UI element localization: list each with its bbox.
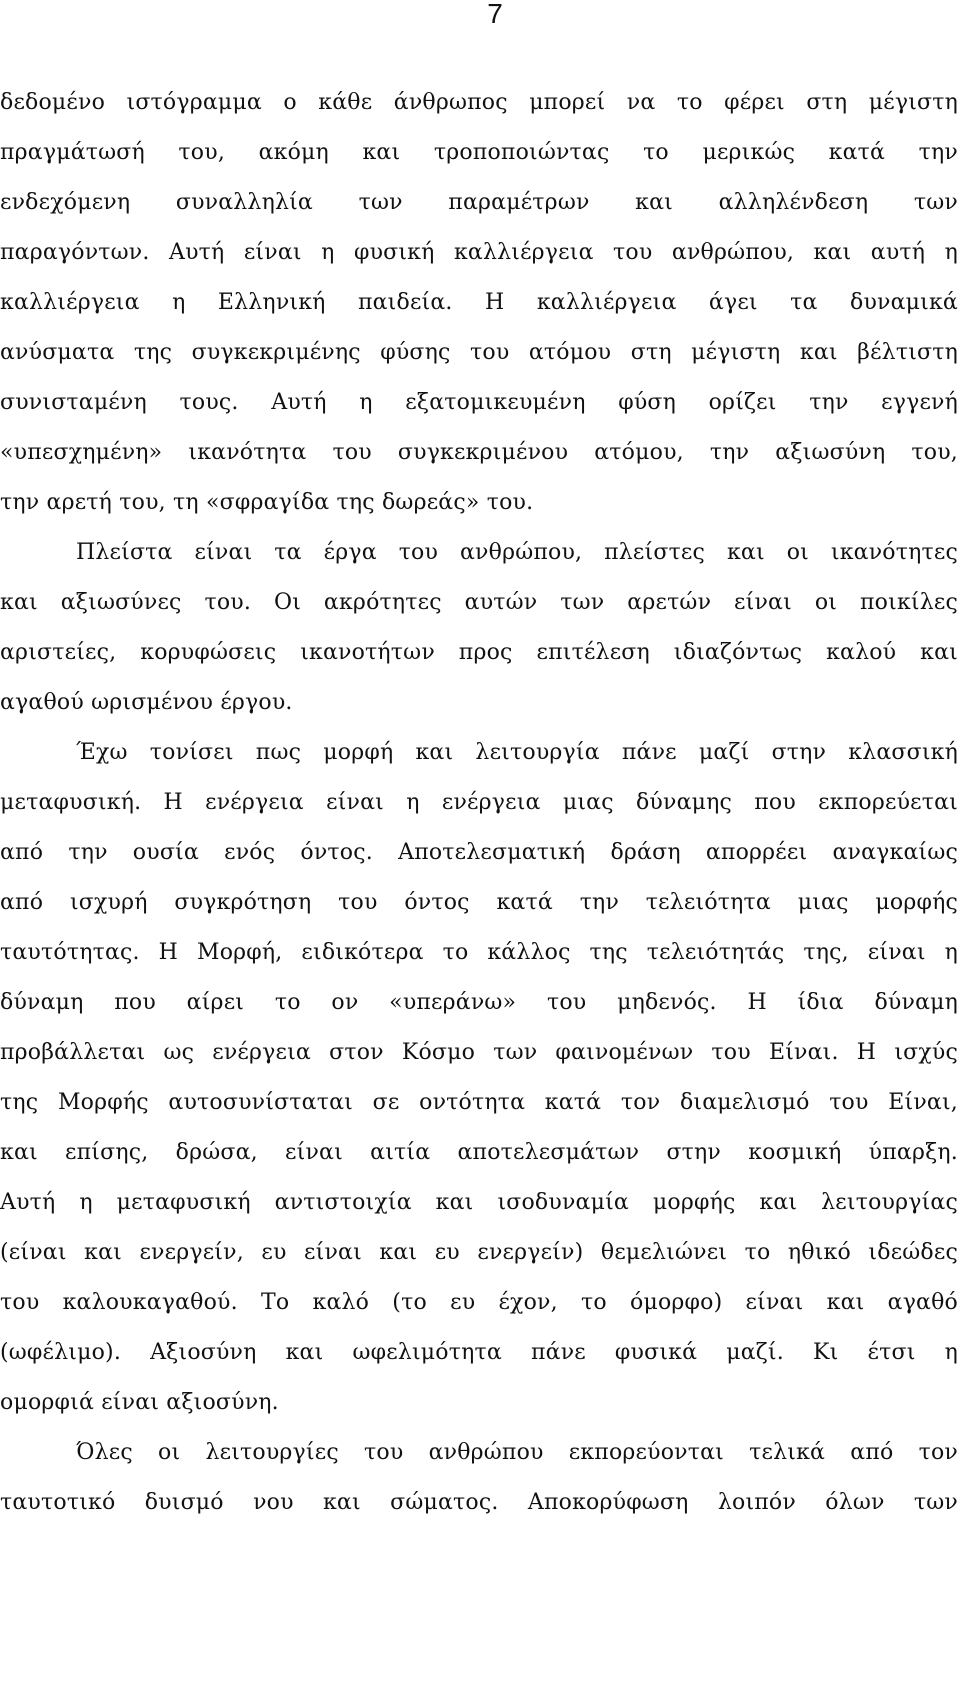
text-line: Έχω τονίσει πως μορφή και λειτουργία πάνε μαζί στην κλασσική [76,740,958,765]
text-line: από ισχυρή συγκρότηση του όντος κατά την τελειότητα μιας μορφής [0,890,958,915]
text-line: δύναμη που αίρει το ον «υπεράνω» του μηδενός. Η ίδια δύναμη [0,990,958,1015]
text-line: μεταφυσική. Η ενέργεια είναι η ενέργεια μιας δύναμης που εκπορεύεται [0,790,958,815]
text-line: καλλιέργεια η Ελληνική παιδεία. Η καλλιέργεια άγει τα δυναμικά [0,290,958,315]
text-line: παραγόντων. Αυτή είναι η φυσική καλλιέργεια του ανθρώπου, και αυτή η [0,240,958,265]
text-line: από την ουσία ενός όντος. Αποτελεσματική δράση απορρέει αναγκαίως [0,840,958,865]
text-line: ταυτοτικό δυισμό νου και σώματος. Αποκορύφωση λοιπόν όλων των [0,1490,958,1515]
page-number: 7 [487,0,503,29]
text-line: και αξιωσύνες του. Οι ακρότητες αυτών των αρετών είναι οι ποικίλες [0,590,958,615]
text-line: «υπεσχημένη» ικανότητα του συγκεκριμένου ατόμου, την αξιωσύνη του, [0,440,958,465]
text-line: ομορφιά είναι αξιοσύνη. [0,1390,279,1415]
paragraph-1 [0,78,958,528]
paragraph-4 [0,1428,958,1528]
text-line: Όλες οι λειτουργίες του ανθρώπου εκπορεύονται τελικά από τον [76,1440,958,1465]
text-line: της Μορφής αυτοσυνίσταται σε οντότητα κατά τον διαμελισμό του Είναι, [0,1090,958,1115]
text-line: και επίσης, δρώσα, είναι αιτία αποτελεσμάτων στην κοσμική ύπαρξη. [0,1140,958,1165]
text-line: ανύσματα της συγκεκριμένης φύσης του ατόμου στη μέγιστη και βέλτιστη [0,340,958,365]
text-line: αριστείες, κορυφώσεις ικανοτήτων προς επιτέλεση ιδιαζόντως καλού και [0,640,958,665]
text-line: του καλουκαγαθού. Το καλό (το ευ έχον, το όμορφο) είναι και αγαθό [0,1290,958,1315]
text-line: ενδεχόμενη συναλληλία των παραμέτρων και αλληλένδεση των [0,190,958,215]
text-line: πραγμάτωσή του, ακόμη και τροποποιώντας το μερικώς κατά την [0,140,958,165]
text-line: Πλείστα είναι τα έργα του ανθρώπου, πλείστες και οι ικανότητες [76,540,958,565]
text-line: προβάλλεται ως ενέργεια στον Κόσμο των φαινομένων του Είναι. Η ισχύς [0,1040,958,1065]
text-line: την αρετή του, τη «σφραγίδα της δωρεάς» του. [0,490,534,515]
paragraph-2 [0,528,958,728]
text-line: συνισταμένη τους. Αυτή η εξατομικευμένη φύση ορίζει την εγγενή [0,390,958,415]
text-line: (ωφέλιμο). Αξιοσύνη και ωφελιμότητα πάνε φυσικά μαζί. Κι έτσι η [0,1340,958,1365]
text-line: (είναι και ενεργείν, ευ είναι και ευ ενεργείν) θεμελιώνει το ηθικό ιδεώδες [0,1240,958,1265]
text-line: ταυτότητας. Η Μορφή, ειδικότερα το κάλλος της τελειότητάς της, είναι η [0,940,958,965]
document-body [0,78,958,1528]
text-line: αγαθού ωρισμένου έργου. [0,690,293,715]
text-line: Αυτή η μεταφυσική αντιστοιχία και ισοδυναμία μορφής και λειτουργίας [0,1190,958,1215]
paragraph-3 [0,728,958,1428]
text-line: δεδομένο ιστόγραμμα ο κάθε άνθρωπος μπορεί να το φέρει στη μέγιστη [0,90,958,115]
